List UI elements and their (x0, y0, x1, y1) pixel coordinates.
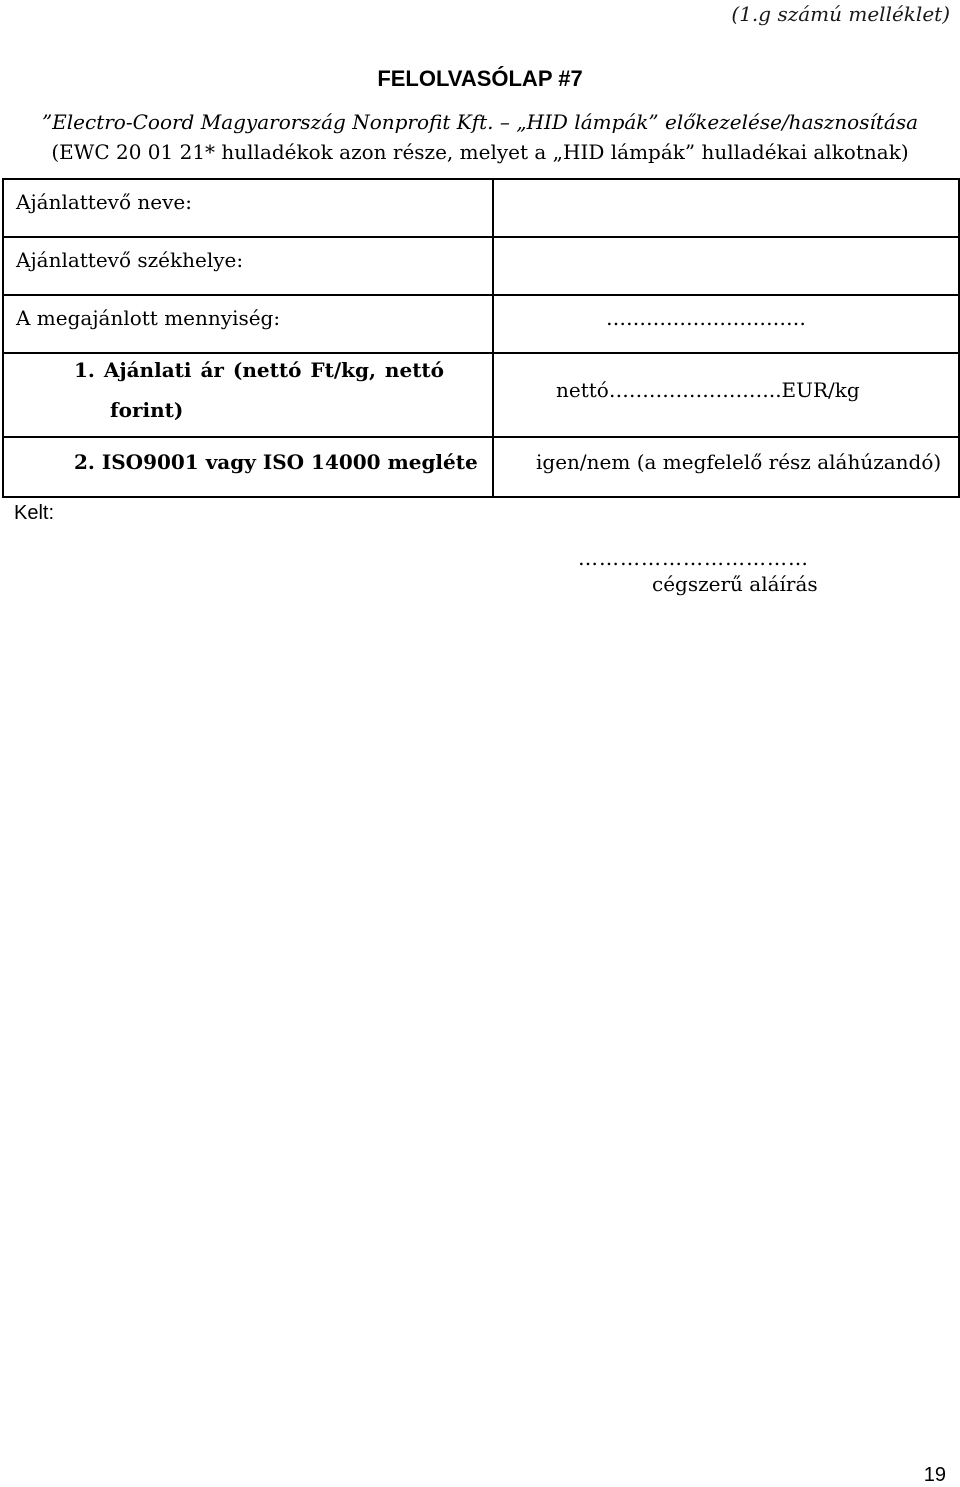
quantity-field[interactable]: ………………………… (606, 306, 806, 330)
signature-line: …………………………… (578, 546, 809, 570)
subtitle-ewc: (EWC 20 01 21* hulladékok azon része, melyet a „HID lámpák” hulladékai alkotnak) (51, 140, 909, 164)
page-number: 19 (923, 1464, 946, 1486)
price-label-cont: forint) (110, 398, 184, 422)
annex-label: (1.g számú melléklet) (731, 2, 950, 26)
page-title: FELOLVASÓLAP #7 (377, 66, 583, 91)
table-line (2, 236, 960, 238)
table-line (2, 178, 4, 498)
table-line (2, 352, 960, 354)
table-line (2, 178, 960, 180)
table-line (492, 178, 494, 498)
table-line (2, 436, 960, 438)
table-line (2, 496, 960, 498)
iso-label: 2. ISO9001 vagy ISO 14000 megléte (74, 450, 478, 474)
signature-label: cégszerű aláírás (652, 572, 818, 596)
bidder-address-label: Ajánlattevő székhelye: (16, 248, 244, 272)
price-field[interactable]: nettó……………………..EUR/kg (556, 378, 860, 402)
price-label: 1. Ajánlati ár (nettó Ft/kg, nettó (74, 358, 445, 382)
bidder-name-label: Ajánlattevő neve: (16, 190, 192, 214)
date-label: Kelt: (14, 502, 55, 524)
form-table (2, 178, 960, 498)
subtitle: ”Electro-Coord Magyarország Nonprofit Kft. – „HID lámpák” előkezelése/hasznosítása (41, 110, 919, 134)
iso-field[interactable]: igen/nem (a megfelelő rész aláhúzandó) (536, 450, 942, 474)
table-line (2, 294, 960, 296)
quantity-label: A megajánlott mennyiség: (16, 306, 281, 330)
